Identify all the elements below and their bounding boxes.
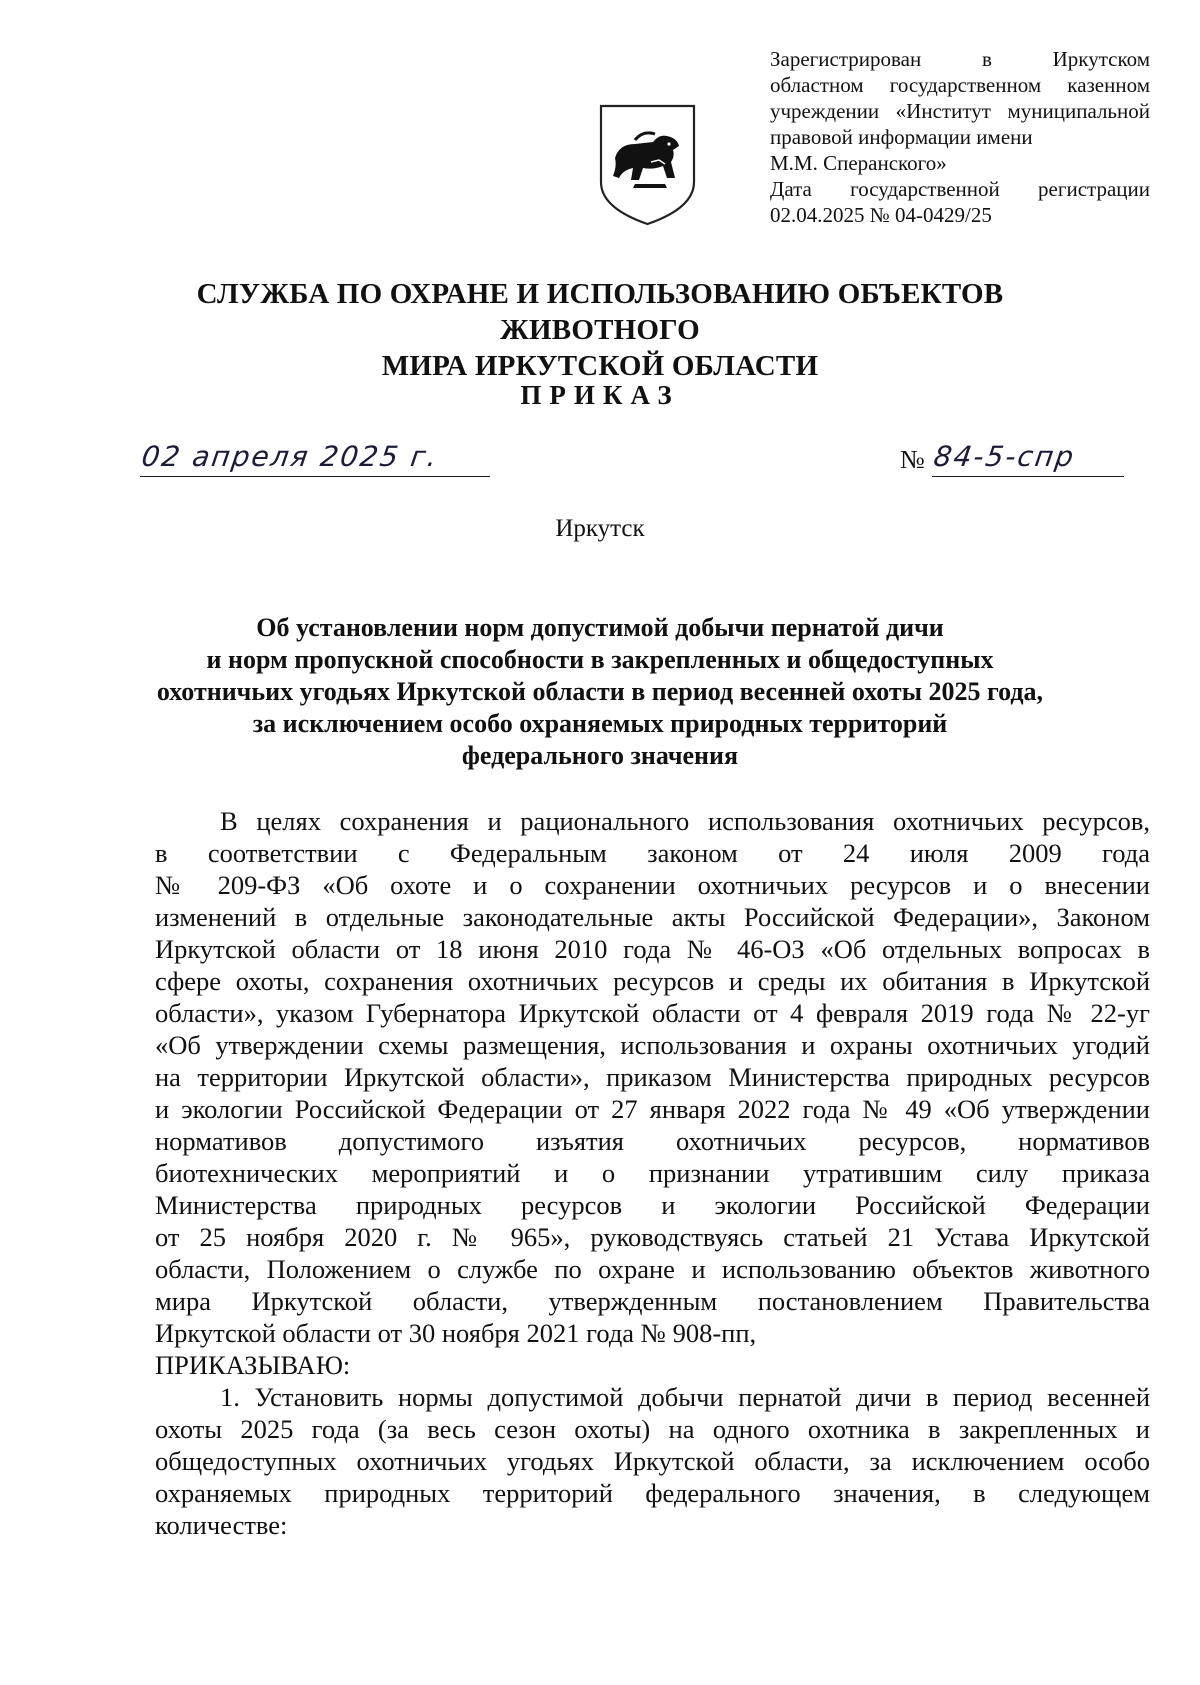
title-line: и норм пропускной способности в закрепленных и общедоступных [206,645,994,674]
number-label: № [900,445,925,474]
agency-name-line: СЛУЖБА ПО ОХРАНЕ И ИСПОЛЬЗОВАНИЮ ОБЪЕКТОВ ЖИВОТНОГО [196,278,1004,346]
agency-name [100,276,1100,384]
body-line: биотехнических мероприятий и о признании утратившим силу приказа [155,1158,1150,1188]
number-field [932,440,1124,477]
registration-line: правовой информации имени [770,125,1033,149]
body-line: сфере охоты, сохранения охотничьих ресурсов и среды их обитания в Иркутской [155,966,1150,996]
body-line: изменений в отдельные законодательные акты Российской Федерации», Законом [155,902,1150,932]
registration-line: Дата государственной регистрации [770,177,1150,201]
body-line: охоты 2025 года (за весь сезон охоты) на одного охотника в закрепленных и [155,1414,1150,1444]
body-line: В целях сохранения и рационального использования охотничьих ресурсов, [220,806,1150,836]
order-title [120,612,1080,772]
title-line: за исключением особо охраняемых природных территорий [252,709,948,738]
body-line: на территории Иркутской области», приказом Министерства природных ресурсов [155,1062,1150,1092]
registration-line: Зарегистрирован в Иркутском [770,47,1150,71]
body-line: ПРИКАЗЫВАЮ: [155,1350,351,1380]
registration-line: М.М. Сперанского» [770,151,947,175]
registration-line: учреждении «Институт муниципальной [770,99,1150,123]
body-line: 1. Установить нормы допустимой добычи пернатой дичи в период весенней [220,1382,1150,1412]
coat-of-arms-emblem [595,100,700,228]
title-line: охотничьих угодьях Иркутской области в период весенней охоты 2025 года, [156,677,1044,706]
body-line: количестве: [155,1510,288,1540]
title-line: Об установлении норм допустимой добычи пернатой дичи [256,613,944,642]
body-line: Иркутской области от 18 июня 2010 года № 46-ОЗ «Об отдельных вопросах в [155,934,1150,964]
body-line: области, Положением о службе по охране и использованию объектов животного [155,1254,1150,1284]
body-line: мира Иркутской области, утвержденным постановлением Правительства [155,1286,1150,1316]
body-line: «Об утверждении схемы размещения, использования и охраны охотничьих угодий [155,1030,1150,1060]
registration-line: 02.04.2025 № 04-0429/25 [770,203,992,227]
date-field [140,440,490,477]
handwritten-number: 84-5-спр [931,440,1078,473]
body-line: № 209-ФЗ «Об охоте и о сохранении охотничьих ресурсов и о внесении [155,870,1150,900]
body-line: от 25 ноября 2020 г. № 965», руководствуясь статьей 21 Устава Иркутской [155,1222,1150,1252]
body-line: охраняемых природных территорий федерального значения, в следующем [155,1478,1150,1508]
registration-stamp [770,46,1150,228]
body-line: в соответствии с Федеральным законом от 24 июля 2009 года [155,838,1150,868]
handwritten-date: 02 апреля 2025 г. [139,440,441,473]
body-line: Министерства природных ресурсов и экологии Российской Федерации [155,1190,1150,1220]
order-body [155,805,1150,1541]
document-type: ПРИКАЗ [520,380,680,410]
body-line: Иркутской области от 30 ноября 2021 года № 908-пп, [155,1318,757,1348]
title-line: федерального значения [461,741,739,770]
agency-name-line: МИРА ИРКУТСКОЙ ОБЛАСТИ [381,350,819,382]
body-line: нормативов допустимого изъятия охотничьих ресурсов, нормативов [155,1126,1150,1156]
body-line: и экологии Российской Федерации от 27 января 2022 года № 49 «Об утверждении [155,1094,1150,1124]
body-line: области», указом Губернатора Иркутской области от 4 февраля 2019 года № 22-уг [155,998,1150,1028]
body-line: общедоступных охотничьих угодьях Иркутской области, за исключением особо [155,1446,1150,1476]
city: Иркутск [555,515,645,542]
registration-line: областном государственном казенном [770,73,1150,97]
